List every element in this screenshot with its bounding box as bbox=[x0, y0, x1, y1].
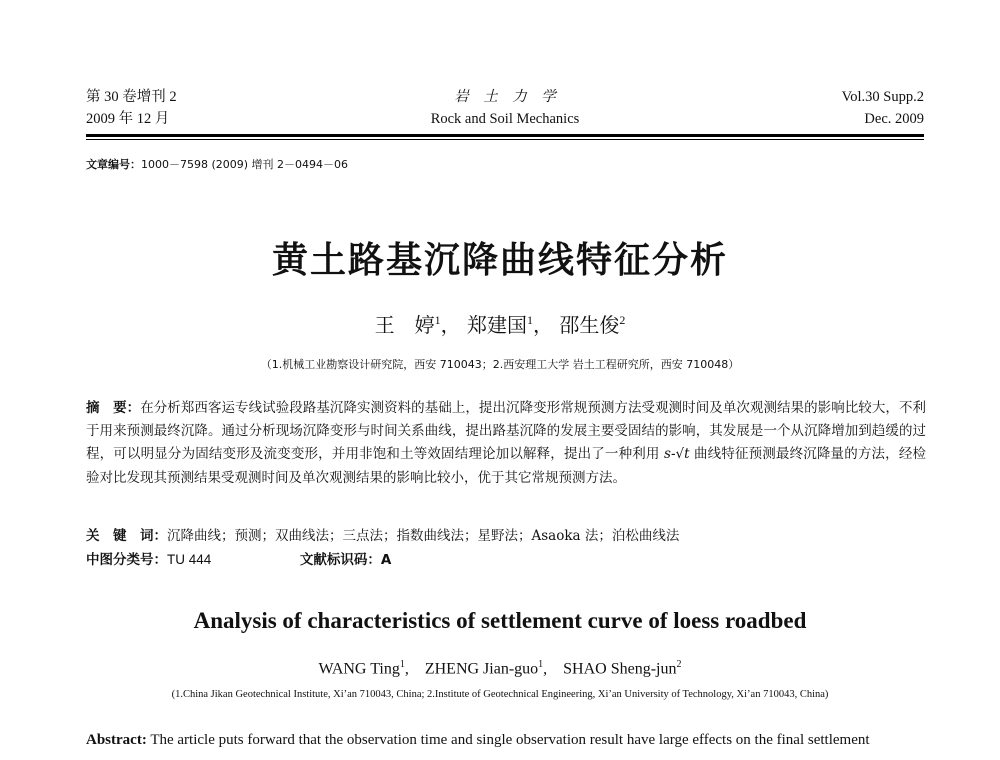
author-en-2-aff: 1 bbox=[538, 659, 544, 670]
author-en-1-aff: 1 bbox=[399, 659, 405, 670]
authors-cn: 王 婷$^1$， 郑建国$^1$， 邵生俊$^2$ bbox=[374, 313, 626, 337]
date-en: Dec. 2009 bbox=[864, 111, 924, 127]
article-number bbox=[86, 156, 348, 172]
header-rule-thin bbox=[86, 139, 924, 140]
author-cn-1-aff: 1 bbox=[434, 313, 441, 327]
author-en-3-aff: 2 bbox=[676, 659, 682, 670]
clc-label: 中图分类号： bbox=[86, 552, 167, 568]
author-cn-3: 邵生俊 bbox=[559, 313, 620, 337]
affiliation-cn: （1.机械工业勘察设计研究院，西安 710043；2.西安理工大学 岩土工程研究所，西安 710048） bbox=[260, 358, 740, 371]
clc-value: TU 444 bbox=[167, 552, 212, 567]
volume-supp-en: Vol.30 Supp.2 bbox=[841, 89, 924, 105]
abstract-en bbox=[86, 729, 926, 751]
doc-code-value: A bbox=[380, 552, 392, 568]
author-cn-2: 郑建国 bbox=[467, 313, 527, 337]
publication-date: 2009 年 12 月 bbox=[86, 111, 170, 127]
journal-vol-info-en bbox=[842, 86, 924, 130]
author-cn-1: 王 婷 bbox=[374, 313, 435, 337]
doc-code-label: 文献标识码： bbox=[299, 552, 381, 568]
volume-issue: 第 30 卷增刊 2 bbox=[86, 89, 177, 105]
header-rule-thick bbox=[86, 134, 924, 137]
keywords-cn bbox=[86, 524, 679, 544]
author-en-3: SHAO Sheng-jun bbox=[563, 660, 677, 678]
journal-name-cn: 岩 土 力 学 bbox=[454, 89, 556, 105]
classification-line bbox=[86, 548, 391, 568]
author-cn-2-aff: 1 bbox=[527, 313, 533, 327]
journal-name bbox=[380, 86, 630, 130]
keywords-cn-label: 关 键 词： bbox=[86, 528, 167, 544]
article-number-label: 文章编号： bbox=[86, 158, 141, 171]
abstract-cn-text-2: 曲线特征预测最终沉降量的方法，经检验对比发现其预测结果受观测时间及单次观测结果的影响比较小，优于其它常规预测方法。 bbox=[86, 446, 926, 486]
abstract-cn-label: 摘 要： bbox=[86, 400, 141, 416]
keywords-cn-text: 沉降曲线；预测；双曲线法；三点法；指数曲线法；星野法；Asaoka 法；泊松曲线法 bbox=[167, 528, 680, 544]
abstract-en-label: Abstract: bbox=[86, 732, 147, 748]
abstract-cn-formula: s-√t bbox=[664, 446, 690, 463]
journal-name-en: Rock and Soil Mechanics bbox=[430, 111, 580, 127]
abstract-cn-text-1: 在分析郑西客运专线试验段路基沉降实测资料的基础上，提出沉降变形常规预测方法受观测时间及单次观测结果的影响比较大，不利于用来预测最终沉降。通过分析现场沉降变形与时间关系曲线，提出路基沉降的发展主要受固结的影响，其发展是一个从沉降增加到趋缓的过程，可以明显分为固结变形及流变变形，并用非饱和土等效固结理论加以解释，提出了一种利用 bbox=[86, 400, 927, 463]
author-en-1: WANG Ting bbox=[318, 660, 400, 678]
paper-title-en: Analysis of characteristics of settlement curve of loess roadbed bbox=[193, 608, 807, 633]
author-cn-3-aff: 2 bbox=[619, 313, 626, 327]
paper-title-cn: 黄土路基沉降曲线特征分析 bbox=[271, 240, 728, 281]
journal-issue-info bbox=[86, 86, 177, 130]
authors-en: WANG Ting$^1$, ZHENG Jian-guo$^1$, SHAO Sheng-jun$^2$ bbox=[318, 659, 682, 678]
abstract-en-text: The article puts forward that the observation time and single observation result have large effects on the final settlement bbox=[150, 732, 870, 748]
author-en-2: ZHENG Jian-guo bbox=[424, 660, 539, 678]
affiliation-en: (1.China Jikan Geotechnical Institute, Xi’an 710043, China; 2.Institute of Geotechnical Engineering, Xi’an University of Technology, Xi’an 710043, China) bbox=[171, 689, 829, 700]
abstract-cn bbox=[86, 397, 926, 490]
article-number-value: 1000－7598 (2009) 增刊 2－0494－06 bbox=[141, 158, 349, 171]
